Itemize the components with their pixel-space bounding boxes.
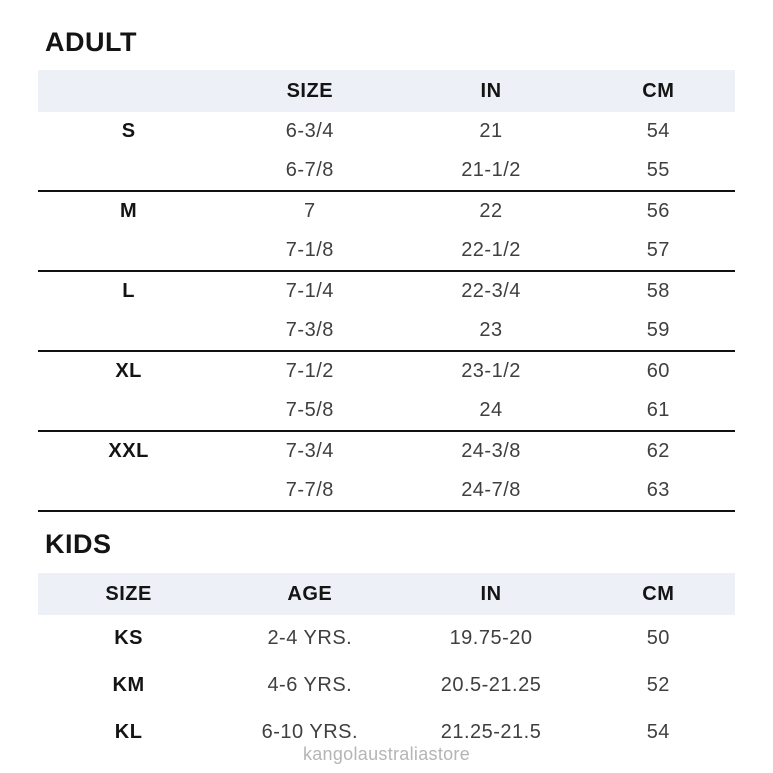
adult-size-group-m — [38, 192, 735, 272]
size-label: XL — [115, 360, 142, 382]
adult-size-group-s — [38, 112, 735, 192]
in-value: 21.25-21.5 — [440, 721, 542, 743]
cm-value: 59 — [646, 319, 670, 341]
in-value: 24 — [479, 399, 503, 421]
size-value: 7-1/2 — [285, 360, 334, 382]
adult-header-cm: CM — [642, 79, 675, 102]
kids-header-in: IN — [480, 582, 502, 605]
table-row — [38, 231, 735, 270]
size-value: 7-5/8 — [285, 399, 334, 421]
table-row — [38, 151, 735, 190]
size-label: L — [122, 280, 135, 302]
age-value: 6-10 YRS. — [261, 721, 359, 743]
size-label: KL — [114, 721, 143, 743]
in-value: 19.75-20 — [449, 627, 533, 649]
cm-value: 58 — [646, 280, 670, 302]
cm-value: 61 — [646, 399, 670, 421]
adult-size-group-xl — [38, 352, 735, 432]
size-value: 7 — [304, 200, 316, 222]
cm-value: 60 — [646, 360, 670, 382]
table-row — [38, 192, 735, 231]
adult-section-title: ADULT — [45, 27, 137, 57]
size-value: 7-1/8 — [285, 239, 334, 261]
adult-header-in: IN — [480, 79, 502, 102]
age-value: 4-6 YRS. — [267, 674, 353, 696]
cm-value: 50 — [646, 627, 670, 649]
kids-header-cm: CM — [642, 582, 675, 605]
adult-header-size: SIZE — [286, 79, 334, 102]
kids-table-header — [38, 573, 735, 615]
cm-value: 56 — [646, 200, 670, 222]
adult-size-group-l — [38, 272, 735, 352]
adult-table-header — [38, 70, 735, 112]
in-value: 22-1/2 — [461, 239, 521, 261]
adult-size-table — [38, 70, 735, 512]
cm-value: 54 — [646, 721, 670, 743]
size-value: 6-3/4 — [285, 120, 334, 142]
in-value: 20.5-21.25 — [440, 674, 542, 696]
in-value: 24-3/8 — [461, 440, 521, 462]
cm-value: 55 — [646, 159, 670, 181]
size-label: S — [121, 120, 136, 142]
in-value: 24-7/8 — [461, 479, 521, 501]
table-row — [38, 112, 735, 151]
size-value: 7-3/8 — [285, 319, 334, 341]
kids-size-table — [38, 573, 735, 756]
size-label: XXL — [108, 440, 149, 462]
in-value: 23-1/2 — [461, 360, 521, 382]
cm-value: 54 — [646, 120, 670, 142]
table-row — [38, 662, 735, 709]
table-row — [38, 272, 735, 311]
table-row — [38, 432, 735, 471]
size-value: 7-1/4 — [285, 280, 334, 302]
in-value: 21 — [479, 120, 503, 142]
in-value: 22-3/4 — [461, 280, 521, 302]
size-value: 7-7/8 — [285, 479, 334, 501]
kids-header-age: AGE — [287, 582, 333, 605]
size-value: 7-3/4 — [285, 440, 334, 462]
cm-value: 57 — [646, 239, 670, 261]
in-value: 23 — [479, 319, 503, 341]
table-row — [38, 471, 735, 510]
size-value: 6-7/8 — [285, 159, 334, 181]
size-label: KM — [112, 674, 145, 696]
in-value: 22 — [479, 200, 503, 222]
size-label: KS — [114, 627, 143, 649]
table-row — [38, 311, 735, 350]
table-row — [38, 615, 735, 662]
kids-section-title: KIDS — [45, 529, 112, 559]
age-value: 2-4 YRS. — [267, 627, 353, 649]
cm-value: 63 — [646, 479, 670, 501]
store-watermark: kangolaustraliastore — [302, 744, 471, 764]
cm-value: 52 — [646, 674, 670, 696]
size-label: M — [120, 200, 138, 222]
adult-size-group-xxl — [38, 432, 735, 512]
cm-value: 62 — [646, 440, 670, 462]
table-row — [38, 391, 735, 430]
table-row — [38, 352, 735, 391]
kids-header-size: SIZE — [105, 582, 152, 605]
in-value: 21-1/2 — [461, 159, 521, 181]
